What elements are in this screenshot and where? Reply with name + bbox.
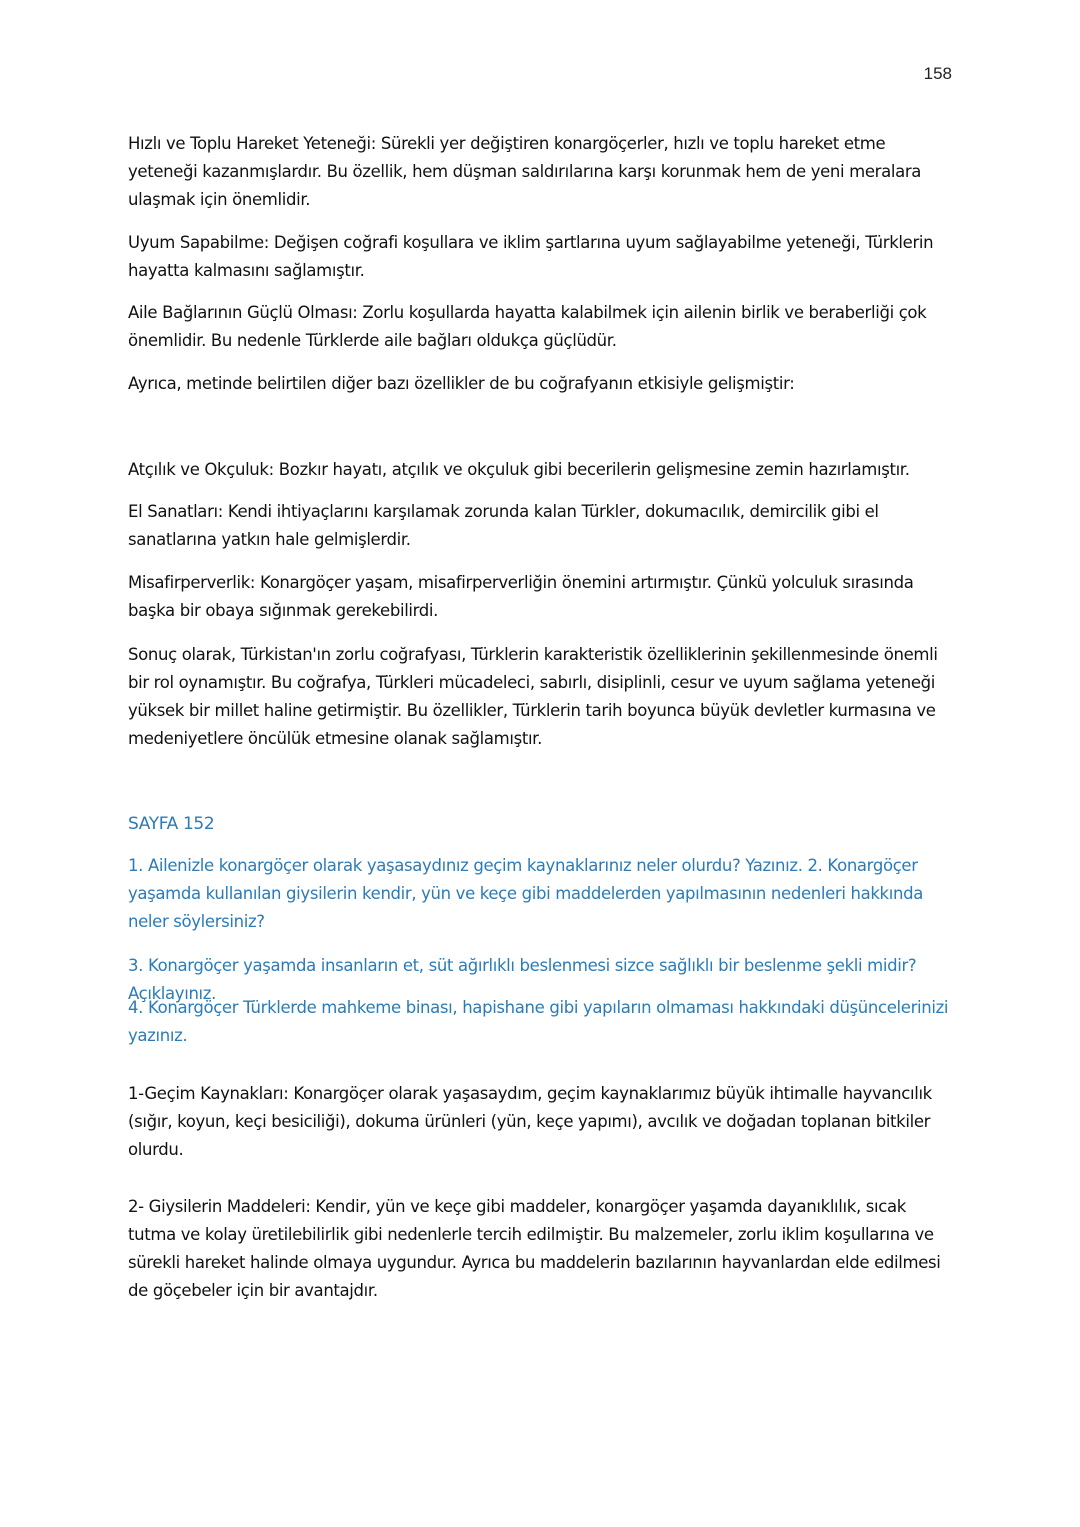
paragraph-other-traits-intro: Ayrıca, metinde belirtilen diğer bazı özellikler de bu coğrafyanın etkisiyle gelişmiştir: [128,374,795,393]
question-4: 4. Konargöçer Türklerde mahkeme binası, hapishane gibi yapıların olmaması hakkındaki düşüncelerinizi yazınız. [128,998,949,1045]
paragraph-family-bonds: Aile Bağlarının Güçlü Olması: Zorlu koşullarda hayatta kalabilmek için ailenin birlik ve beraberliği çok önemlidir. Bu nedenle Türklerde aile bağları oldukça güçlüdür. [128,303,927,350]
answer-1-livelihood: 1-Geçim Kaynakları: Konargöçer olarak yaşasaydım, geçim kaynaklarımız büyük ihtimalle hayvancılık (sığır, koyun, keçi besiciliği), dokuma ürünleri (yün, keçe yapımı), avcılık ve doğadan toplanan bitkiler olurdu. [128,1084,932,1159]
paragraph-movement-ability: Hızlı ve Toplu Hareket Yeteneği: Sürekli yer değiştiren konargöçerler, hızlı ve toplu hareket etme yeteneği kazanmışlardır. Bu özellik, hem düşman saldırılarına karşı korunmak hem de yeni meralara ulaşmak için önemlidir. [128,134,922,209]
paragraph-handicrafts: El Sanatları: Kendi ihtiyaçlarını karşılamak zorunda kalan Türkler, dokumacılık, demircilik gibi el sanatlarına yatkın hale gelmişlerdir. [128,502,879,549]
section-title: SAYFA 152 [128,814,215,834]
question-1-2: 1. Ailenizle konargöçer olarak yaşasaydınız geçim kaynaklarınız neler olurdu? Yazınız. 2. Konargöçer yaşamda kullanılan giysilerin kendir, yün ve keçe gibi maddelerden yapılmasının nedenleri hakkında neler söylersiniz? [128,856,923,931]
paragraph-hospitality: Misafirperverlik: Konargöçer yaşam, misafirperverliğin önemini artırmıştır. Çünkü yolculuk sırasında başka bir obaya sığınmak gerekebilirdi. [128,573,914,620]
paragraph-adaptation: Uyum Sapabilme: Değişen coğrafi koşullara ve iklim şartlarına uyum sağlayabilme yeteneği, Türklerin hayatta kalmasını sağlamıştır. [128,233,934,280]
paragraph-conclusion: Sonuç olarak, Türkistan'ın zorlu coğrafyası, Türklerin karakteristik özelliklerinin şekillenmesinde önemli bir rol oynamıştır. Bu coğrafya, Türkleri mücadeleci, sabırlı, disiplinli, cesur ve uyum sağlama yeteneği yüksek bir millet haline getirmiştir. Bu özellikler, Türklerin tarih boyunca büyük devletler kurmasına ve medeniyetlere öncülük etmesine olanak sağlamıştır. [128,645,938,748]
answer-2-clothing-materials: 2- Giysilerin Maddeleri: Kendir, yün ve keçe gibi maddeler, konargöçer yaşamda dayanıklılık, sıcak tutma ve kolay üretilebilirlik gibi nedenlerle tercih edilmiştir. Bu malzemeler, zorlu iklim koşullarına ve sürekli hareket halinde olmaya uygundur. Ayrıca bu maddelerin bazılarının hayvanlardan elde edilmesi de göçebeler için bir avantajdır. [128,1197,941,1300]
page-number: 158 [923,64,952,83]
paragraph-horsemanship-archery: Atçılık ve Okçuluk: Bozkır hayatı, atçılık ve okçuluk gibi becerilerin gelişmesine zemin hazırlamıştır. [128,460,910,479]
question-3: 3. Konargöçer yaşamda insanların et, süt ağırlıklı beslenmesi sizce sağlıklı bir beslenme şekli midir? Açıklayınız. [128,956,917,1003]
